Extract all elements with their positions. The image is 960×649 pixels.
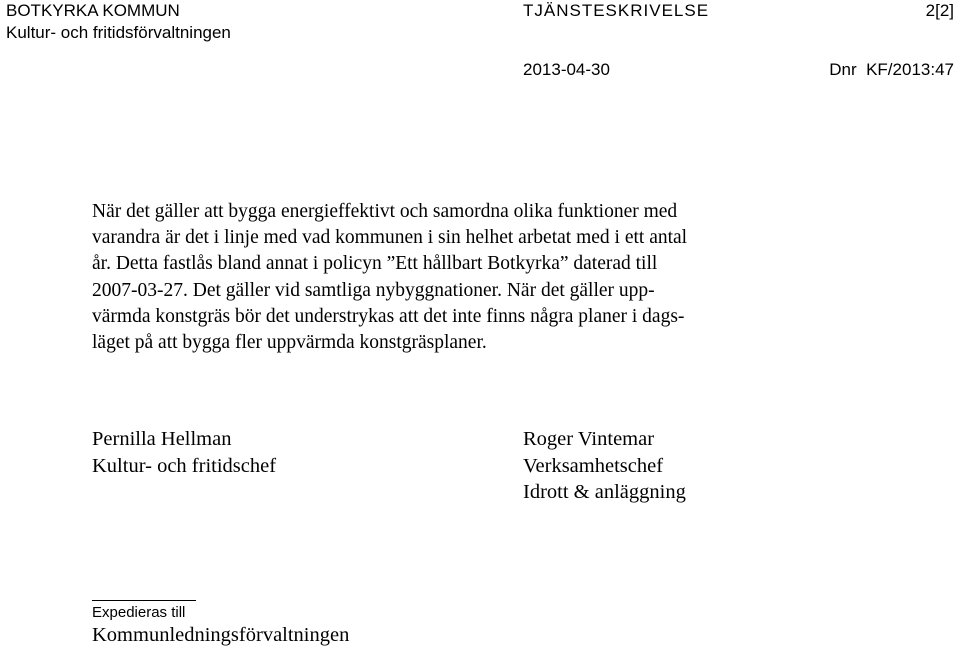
signatory-title: Kultur- och fritidschef	[92, 454, 277, 477]
signature-right	[523, 426, 686, 506]
body-line: år. Detta fastlås bland annat i policyn ”Ett hållbart Botkyrka” daterad till	[92, 253, 658, 275]
body-line: varandra är det i linje med vad kommunen i sin helhet arbetat med i ett antal	[92, 227, 688, 249]
body-line: När det gäller att bygga energieffektivt och samordna olika funktioner med	[92, 201, 678, 222]
signatory-title: Verksamhetschef	[523, 454, 664, 477]
organization-name: BOTKYRKA KOMMUN	[6, 1, 180, 20]
signatory-name: Pernilla Hellman	[92, 428, 232, 450]
dispatch-label: Expedieras till	[92, 604, 186, 621]
signatory-name: Roger Vintemar	[523, 428, 655, 450]
body-line: värmda konstgräs bör det understrykas att det inte finns några planer i dags-	[92, 305, 685, 327]
signature-left	[92, 426, 276, 479]
signatory-unit: Idrott & anläggning	[523, 481, 686, 503]
divider-line	[92, 600, 196, 601]
body-line: läget på att bygga fler uppvärmda konstgräsplaner.	[92, 332, 487, 354]
body-line: 2007-03-27. Det gäller vid samtliga nybyggnationer. När det gäller upp-	[92, 279, 655, 301]
department-name: Kultur- och fritidsförvaltningen	[6, 23, 231, 42]
dispatch-recipient: Kommunledningsförvaltningen	[92, 624, 350, 646]
document-date: 2013-04-30	[523, 60, 610, 79]
diary-number: Dnr KF/2013:47	[829, 60, 954, 79]
document-type: TJÄNSTESKRIVELSE	[523, 1, 710, 20]
page-number: 2[2]	[925, 1, 954, 20]
body-paragraph	[92, 199, 852, 356]
